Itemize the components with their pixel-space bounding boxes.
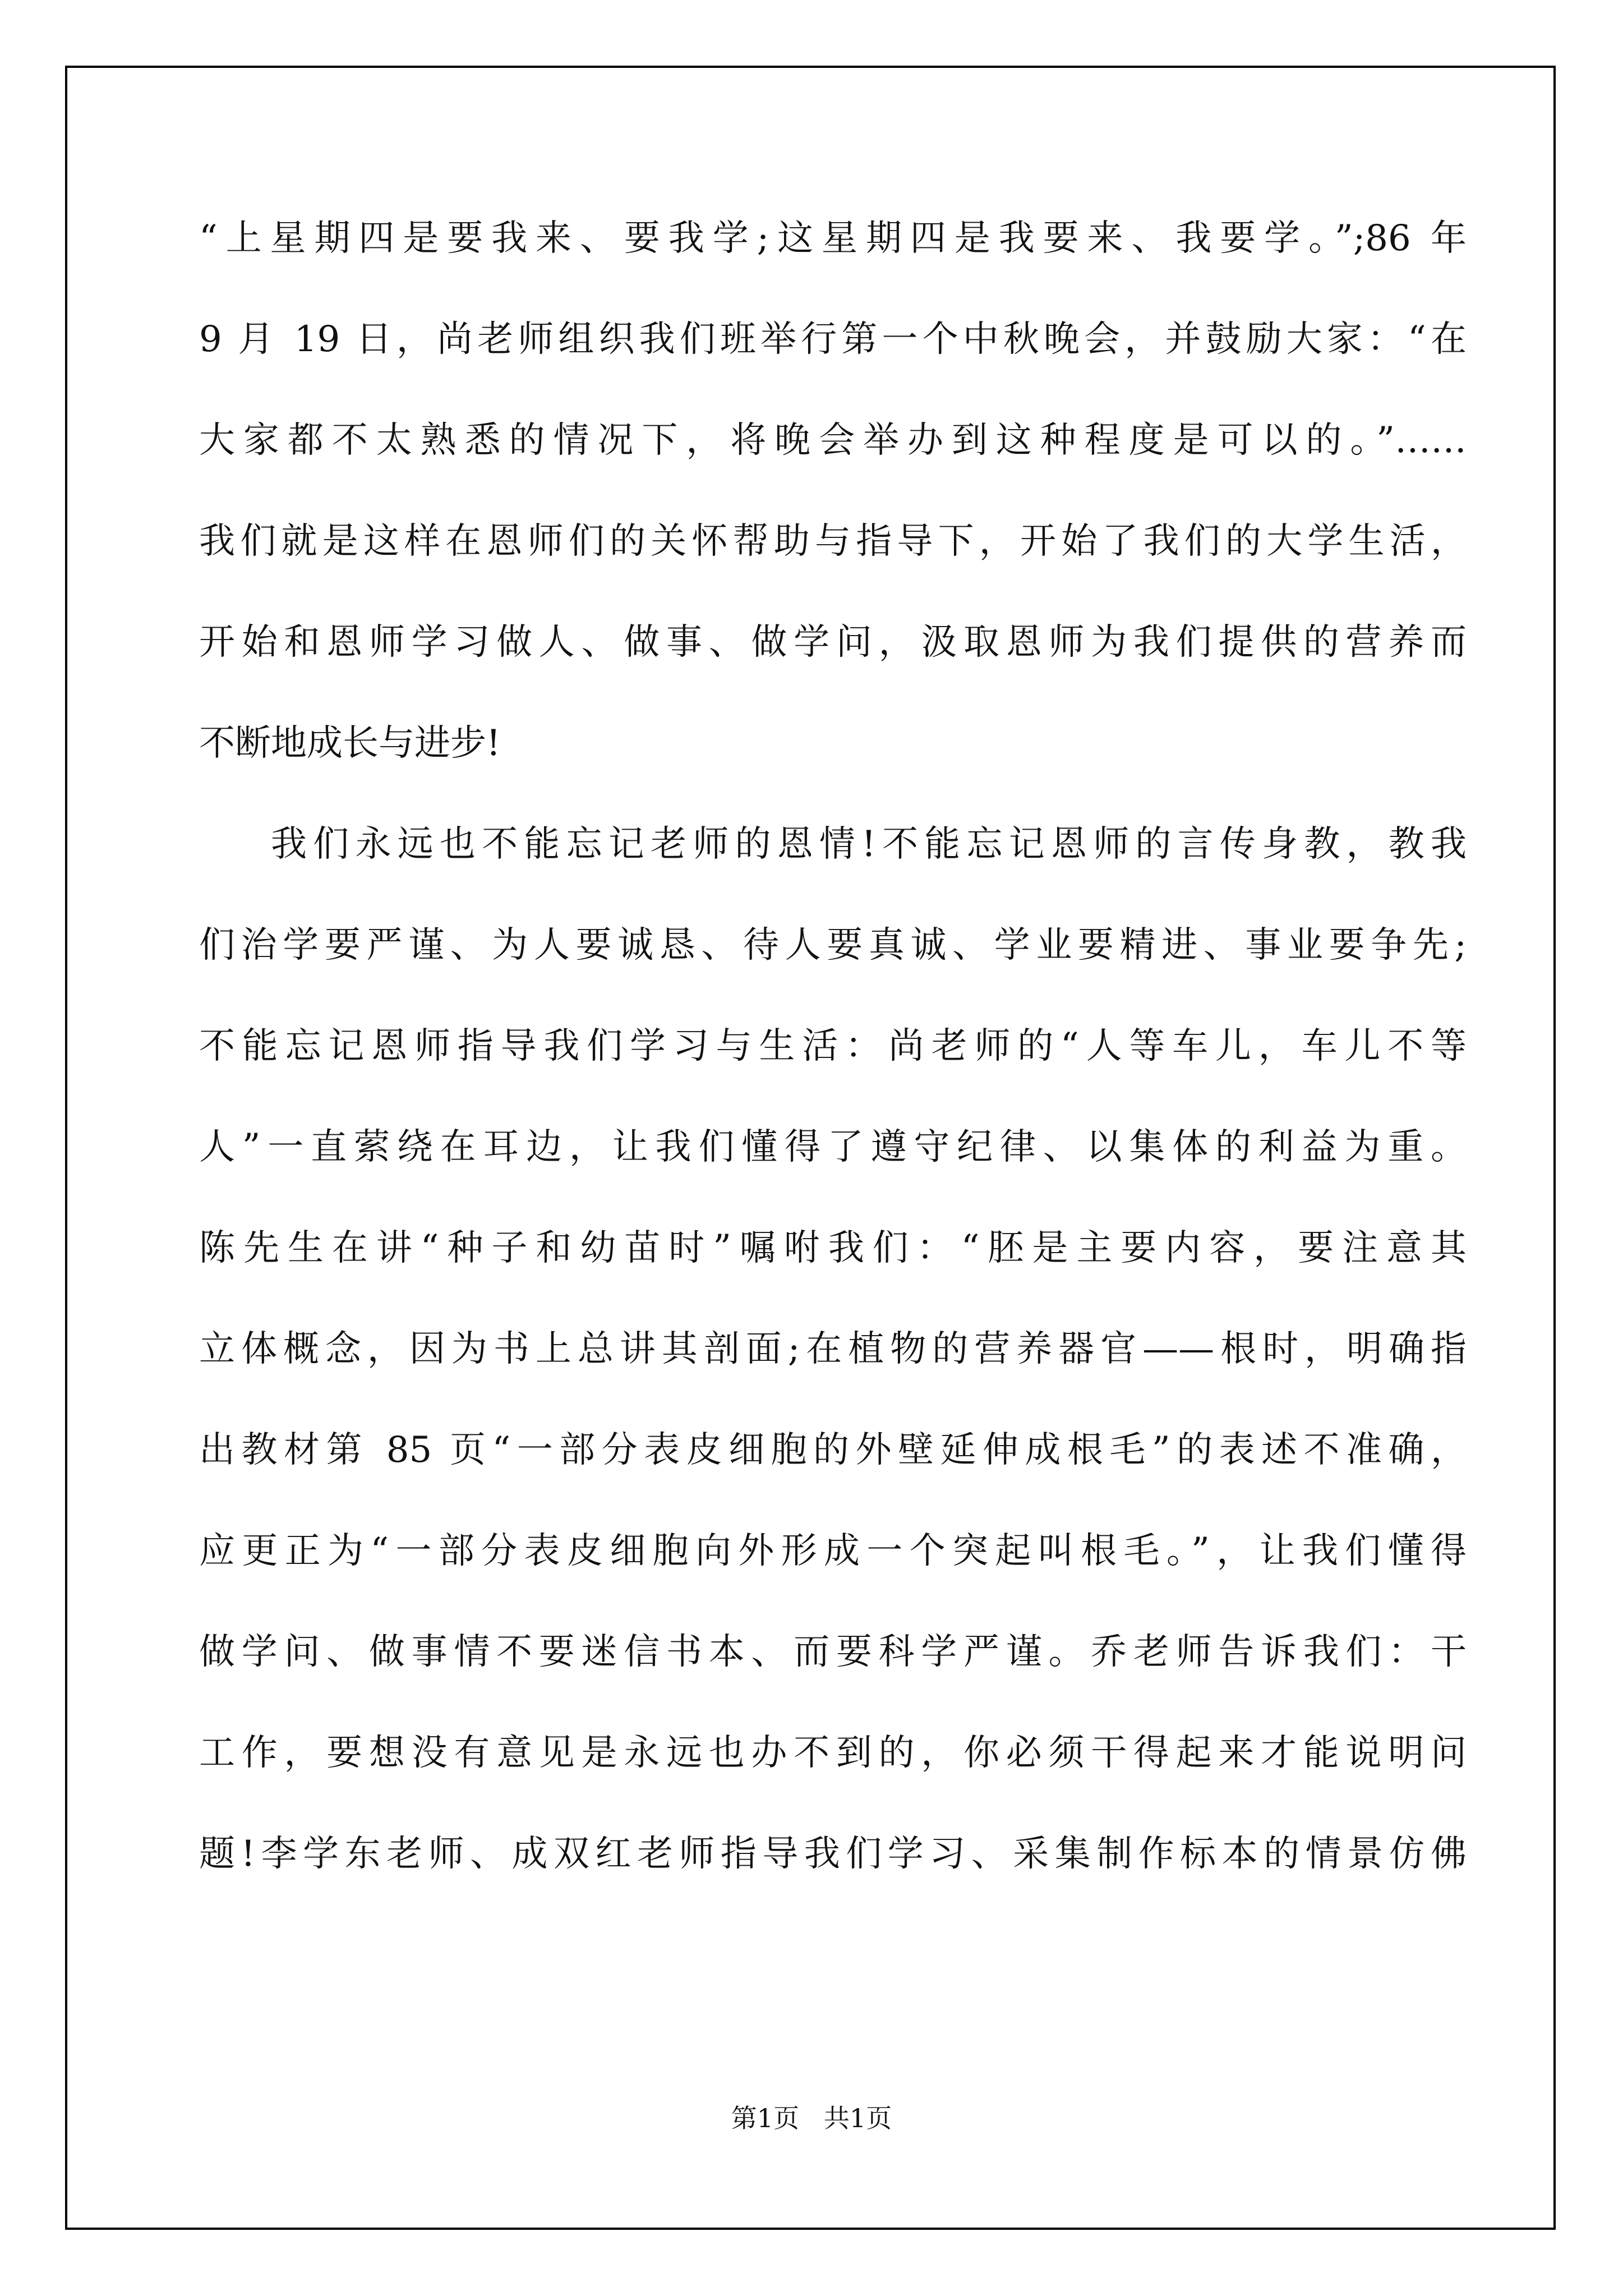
text-line: 出教材第 85 页“一部分表皮细胞的外壁延伸成根毛”的表述不准确，: [199, 1429, 1467, 1471]
text-line: 题!李学东老师、成双红老师指导我们学习、采集制作标本的情景仿佛: [199, 1833, 1467, 1875]
text-line: 立体概念，因为书上总讲其剖面;在植物的营养器官——根时，明确指: [199, 1328, 1467, 1370]
text-line: “上星期四是要我来、要我学;这星期四是我要来、我要学。”;86 年: [199, 218, 1467, 259]
paragraph-first-line: 我们永远也不能忘记老师的恩情!不能忘记恩师的言传身教，教我: [271, 823, 1467, 865]
text-line: 工作，要想没有意见是永远也办不到的，你必须干得起来才能说明问: [199, 1732, 1467, 1774]
paragraph-end-line: 不断地成长与进步!: [199, 723, 501, 764]
text-line: 陈先生在讲“种子和幼苗时”嘱咐我们：“胚是主要内容，要注意其: [199, 1227, 1467, 1269]
text-line: 应更正为“一部分表皮细胞向外形成一个突起叫根毛。”，让我们懂得: [199, 1530, 1467, 1572]
text-line: 大家都不太熟悉的情况下，将晚会举办到这种程度是可以的。”……: [199, 420, 1467, 461]
text-line: 不能忘记恩师指导我们学习与生活：尚老师的“人等车儿，车儿不等: [199, 1025, 1467, 1067]
text-line: 人”一直萦绕在耳边，让我们懂得了遵守纪律、以集体的利益为重。: [199, 1126, 1467, 1168]
text-line: 们治学要严谨、为人要诚恳、待人要真诚、学业要精进、事业要争先;: [199, 924, 1467, 966]
text-line: 我们就是这样在恩师们的关怀帮助与指导下，开始了我们的大学生活，: [199, 521, 1467, 562]
text-line: 开始和恩师学习做人、做事、做学问，汲取恩师为我们提供的营养而: [199, 622, 1467, 663]
text-line: 9 月 19 日，尚老师组织我们班举行第一个中秋晚会，并鼓励大家：“在: [199, 319, 1467, 360]
document-body: [199, 210, 1467, 1882]
text-line: 做学问、做事情不要迷信书本、而要科学严谨。乔老师告诉我们：干: [199, 1631, 1467, 1673]
page-footer: 第1页 共1页: [731, 2103, 892, 2133]
